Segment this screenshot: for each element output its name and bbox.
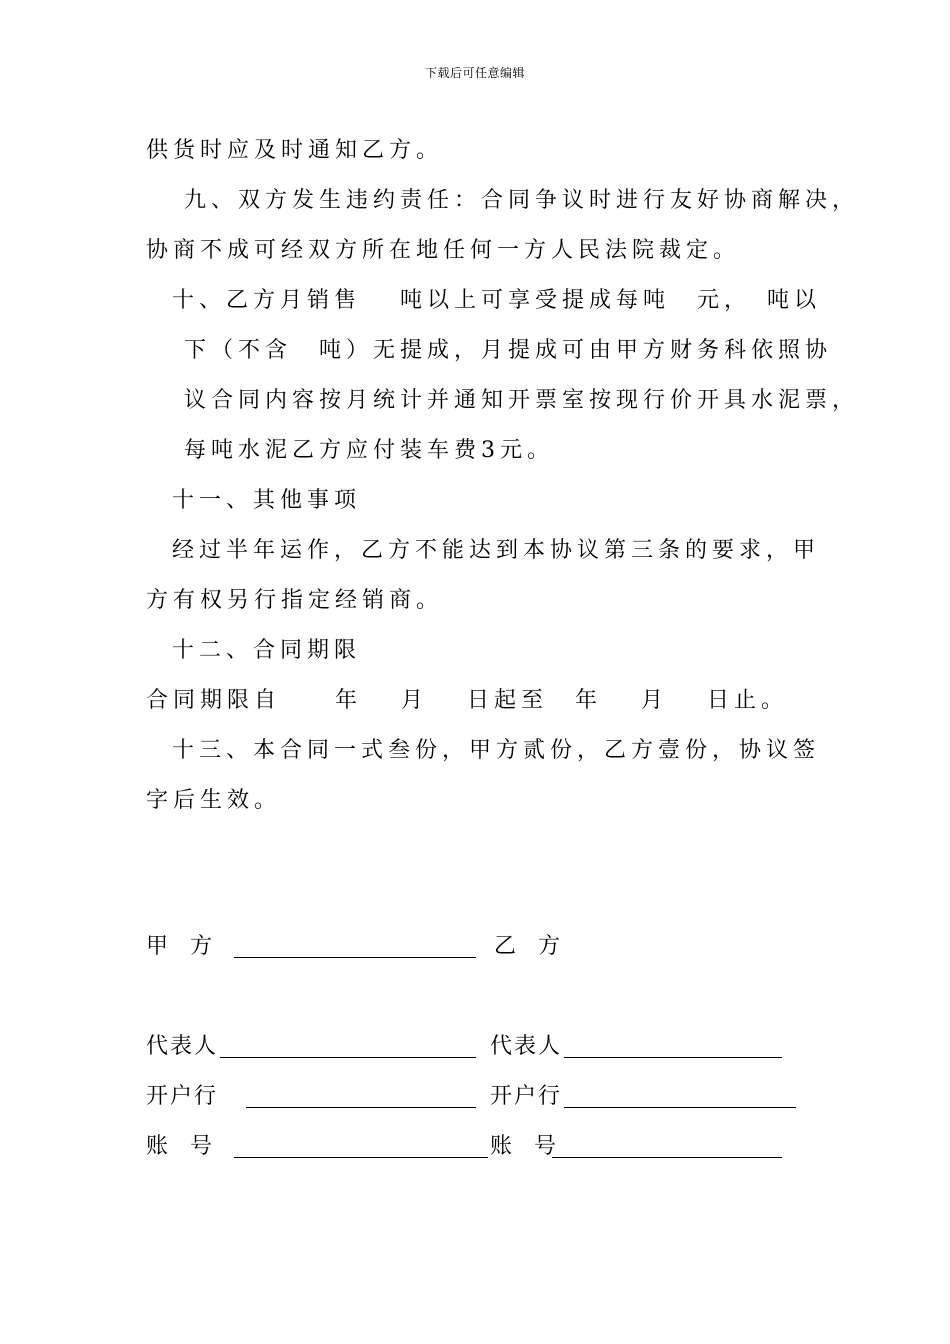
bank-a-label: 开户行 (146, 1084, 219, 1109)
body-line: 每吨水泥乙方应付装车费3元。 (184, 438, 554, 463)
account-b-line[interactable] (552, 1157, 782, 1158)
clause-9-line: 九、双方发生违约责任：合同争议时进行友好协商解决， (184, 188, 860, 213)
body-line: 字后生效。 (146, 788, 282, 813)
account-b-label: 账 号 (490, 1134, 557, 1159)
body-line: 方有权另行指定经销商。 (146, 588, 444, 613)
page-header-note: 下载后可任意编辑 (424, 66, 525, 80)
party-a-signature-line[interactable] (234, 957, 476, 958)
body-line: 协商不成可经双方所在地任何一方人民法院裁定。 (146, 238, 741, 263)
body-line: 供货时应及时通知乙方。 (146, 138, 444, 163)
account-a-line[interactable] (234, 1157, 488, 1158)
party-b-label: 乙 方 (494, 934, 561, 959)
account-a-label: 账 号 (146, 1134, 213, 1159)
bank-b-label: 开户行 (490, 1084, 563, 1109)
rep-b-label: 代表人 (490, 1034, 563, 1059)
clause-13-line: 十三、本合同一式叁份，甲方贰份，乙方壹份，协议签 (172, 738, 821, 763)
clause-12-heading: 十二、合同期限 (172, 638, 362, 663)
clause-10-line: 十、乙方月销售 吨以上可享受提成每吨 元， 吨以 (172, 288, 821, 313)
rep-a-label: 代表人 (146, 1034, 219, 1059)
rep-b-signature-line[interactable] (564, 1057, 782, 1058)
body-line: 下（不含 吨）无提成，月提成可由甲方财务科依照协 (184, 338, 833, 363)
body-line: 议合同内容按月统计并通知开票室按现行价开具水泥票， (184, 388, 860, 413)
party-a-label: 甲 方 (146, 934, 213, 959)
clause-11-heading: 十一、其他事项 (172, 488, 362, 513)
bank-a-line[interactable] (246, 1107, 476, 1108)
contract-term-line: 合同期限自 年 月 日起至 年 月 日止。 (146, 688, 788, 713)
bank-b-line[interactable] (564, 1107, 796, 1108)
body-line: 经过半年运作，乙方不能达到本协议第三条的要求，甲 (172, 538, 821, 563)
rep-a-signature-line[interactable] (220, 1057, 476, 1058)
